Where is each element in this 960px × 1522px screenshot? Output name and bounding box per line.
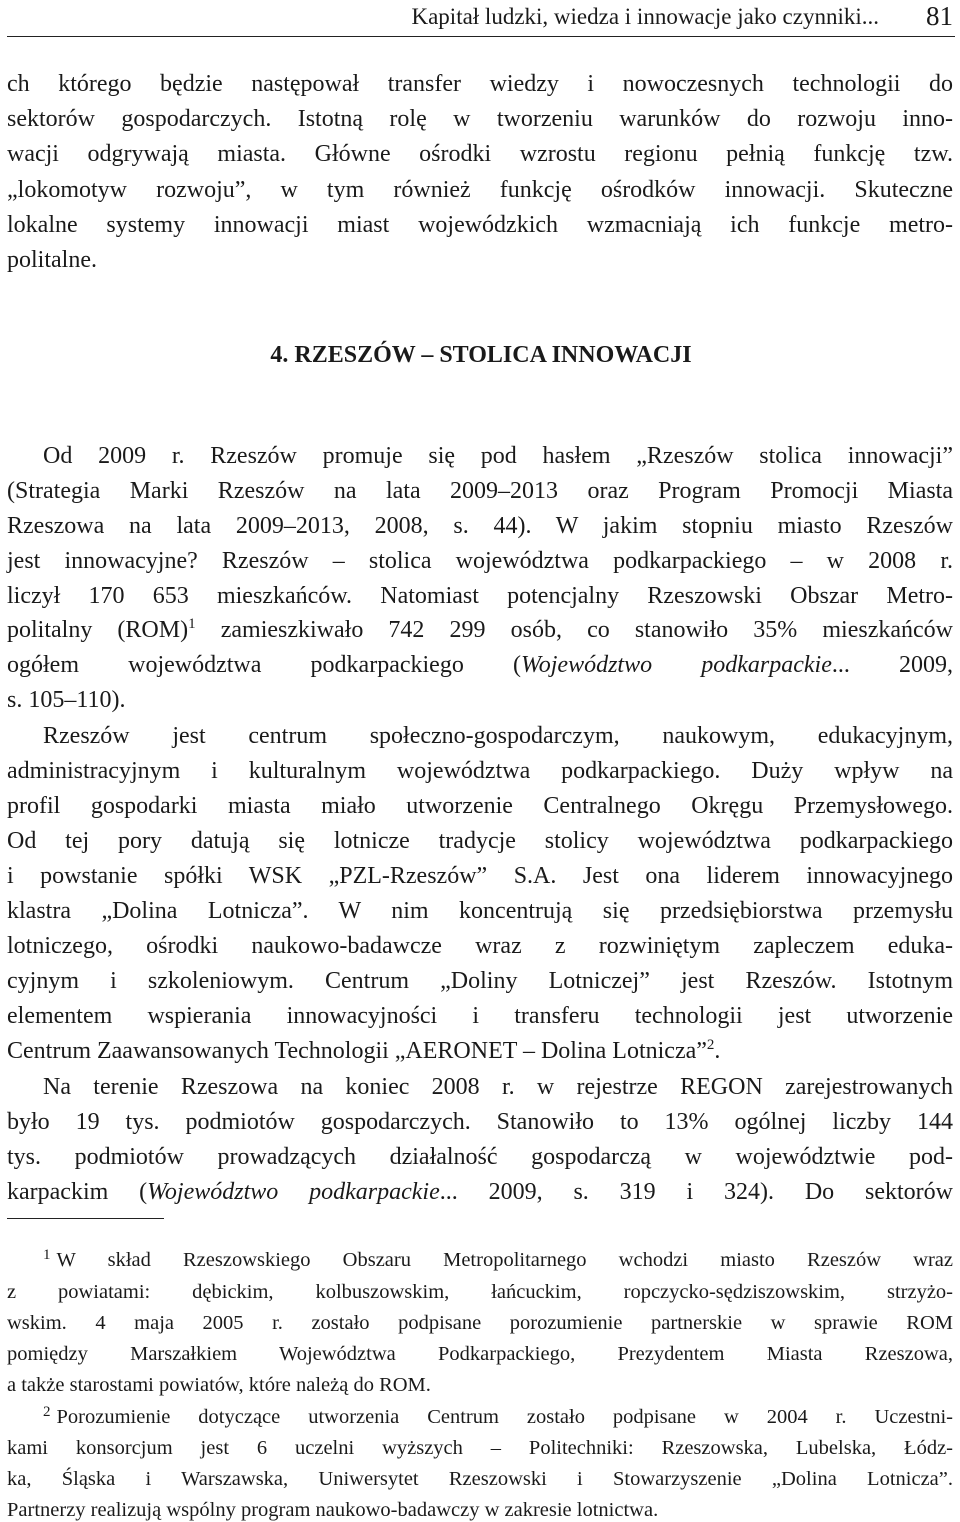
text-line: a także starostami powiatów, które należą do ROM. bbox=[7, 1374, 431, 1396]
text-line: lokalne systemy innowacji miast wojewódzkich wzmacniają ich funkcje metro- bbox=[7, 212, 953, 238]
text-line: lotniczego, ośrodki naukowo-badawcze wraz z rozwiniętym zapleczem eduka- bbox=[7, 933, 953, 959]
text-run: Porozumienie dotyczące utworzenia Centrum zostało podpisane w 2004 r. Uczestni- bbox=[56, 1406, 953, 1428]
text-line: administracyjnym i kulturalnym województwa podkarpackiego. Duży wpływ na bbox=[7, 758, 953, 784]
text-line: było 19 tys. podmiotów gospodarczych. Stanowiło to 13% ogólnej liczby 144 bbox=[7, 1109, 953, 1135]
text-run: politalny (ROM) bbox=[7, 617, 189, 643]
text-run: zamieszkiwało 742 299 osób, co stanowiło 35% mieszkańców bbox=[195, 617, 953, 643]
text-line: elementem wspierania innowacyjności i transferu technologii jest utworzenie bbox=[7, 1003, 953, 1029]
text-run: ogółem województwa podkarpackiego ( bbox=[7, 652, 521, 678]
text-line: ch którego będzie następował transfer wiedzy i nowoczesnych technologii do bbox=[7, 71, 953, 97]
footnote-marker: 2 bbox=[43, 1404, 51, 1420]
footnote-reference: 1 bbox=[188, 616, 196, 632]
text-run: karpackim ( bbox=[7, 1179, 148, 1205]
text-line: pomiędzy Marszałkiem Województwa Podkarpackiego, Prezydentem Miasta Rzeszowa, bbox=[7, 1343, 953, 1365]
text-line: Na terenie Rzeszowa na koniec 2008 r. w rejestrze REGON zarejestrowanych bbox=[43, 1074, 953, 1100]
text-line bbox=[7, 1179, 953, 1206]
text-line: jest innowacyjne? Rzeszów – stolica województwa podkarpackiego – w 2008 r. bbox=[7, 548, 953, 574]
text-line: Od 2009 r. Rzeszów promuje się pod hasłem „Rzeszów stolica innowacji” bbox=[43, 443, 953, 469]
text-line: s. 105–110). bbox=[7, 687, 126, 713]
text-line bbox=[7, 617, 953, 644]
text-line: liczył 170 653 mieszkańców. Natomiast potencjalny Rzeszowski Obszar Metro- bbox=[7, 583, 953, 609]
text-line: Rzeszowa na lata 2009–2013, 2008, s. 44). W jakim stopniu miasto Rzeszów bbox=[7, 513, 953, 539]
page-number: 81 bbox=[926, 1, 953, 31]
text-run: W skład Rzeszowskiego Obszaru Metropolitarnego wchodzi miasto Rzeszów wraz bbox=[56, 1249, 953, 1271]
text-line: Rzeszów jest centrum społeczno-gospodarczym, naukowym, edukacyjnym, bbox=[43, 723, 953, 749]
text-line bbox=[7, 652, 953, 679]
text-line bbox=[7, 1038, 720, 1065]
text-line: z powiatami: dębickim, kolbuszowskim, łańcuckim, ropczycko-sędziszowskim, strzyżo- bbox=[7, 1281, 953, 1303]
text-line: „lokomotyw rozwoju”, w tym również funkcję ośrodków innowacji. Skuteczne bbox=[7, 177, 953, 203]
text-line: wskim. 4 maja 2005 r. zostało podpisane porozumienie partnerskie w sprawie ROM bbox=[7, 1312, 953, 1334]
text-run: . bbox=[714, 1038, 721, 1064]
text-line: (Strategia Marki Rzeszów na lata 2009–2013 oraz Program Promocji Miasta bbox=[7, 478, 953, 504]
text-line: tys. podmiotów prowadzących działalność gospodarczą w województwie pod- bbox=[7, 1144, 953, 1170]
text-line: Partnerzy realizują wspólny program naukowo-badawczy w zakresie lotnictwa. bbox=[7, 1499, 659, 1521]
running-title: Kapitał ludzki, wiedza i innowacje jako czynniki... bbox=[411, 4, 879, 29]
text-line: kami konsorcjum jest 6 uczelni wyższych – Politechniki: Rzeszowska, Lubelska, Łódz- bbox=[7, 1437, 953, 1459]
citation-title: Województwo podkarpackie bbox=[147, 1179, 440, 1205]
text-line: politalne. bbox=[7, 247, 97, 273]
text-line bbox=[43, 1249, 953, 1272]
text-line: cyjnym i szkoleniowym. Centrum „Doliny Lotniczej” jest Rzeszów. Istotnym bbox=[7, 968, 953, 994]
text-line bbox=[43, 1406, 953, 1429]
text-run: ... 2009, s. 319 i 324). Do sektorów bbox=[439, 1179, 954, 1205]
footnote-marker: 1 bbox=[43, 1247, 51, 1263]
text-run: ... 2009, bbox=[831, 652, 953, 678]
text-run: Centrum Zaawansowanych Technologii „AERONET – Dolina Lotnicza” bbox=[7, 1038, 707, 1064]
section-heading: 4. RZESZÓW – STOLICA INNOWACJI bbox=[270, 342, 692, 368]
footnote-separator bbox=[7, 1218, 164, 1219]
text-line: Od tej pory datują się lotnicze tradycje stolicy województwa podkarpackiego bbox=[7, 828, 953, 854]
text-line: sektorów gospodarczych. Istotną rolę w tworzeniu warunków do rozwoju inno- bbox=[7, 106, 953, 132]
text-line: wacji odgrywają miasta. Główne ośrodki wzrostu regionu pełnią funkcję tzw. bbox=[7, 141, 953, 167]
footnote-reference: 2 bbox=[706, 1037, 715, 1053]
text-line: profil gospodarki miasta miało utworzenie Centralnego Okręgu Przemysłowego. bbox=[7, 793, 953, 819]
text-line: i powstanie spółki WSK „PZL-Rzeszów” S.A. Jest ona liderem innowacyjnego bbox=[7, 863, 953, 889]
running-header bbox=[7, 0, 955, 37]
text-line: klastra „Dolina Lotnicza”. W nim koncentrują się przedsiębiorstwa przemysłu bbox=[7, 898, 953, 924]
citation-title: Województwo podkarpackie bbox=[520, 652, 832, 678]
text-line: ka, Śląska i Warszawska, Uniwersytet Rzeszowski i Stowarzyszenie „Dolina Lotnicza”. bbox=[7, 1468, 953, 1490]
